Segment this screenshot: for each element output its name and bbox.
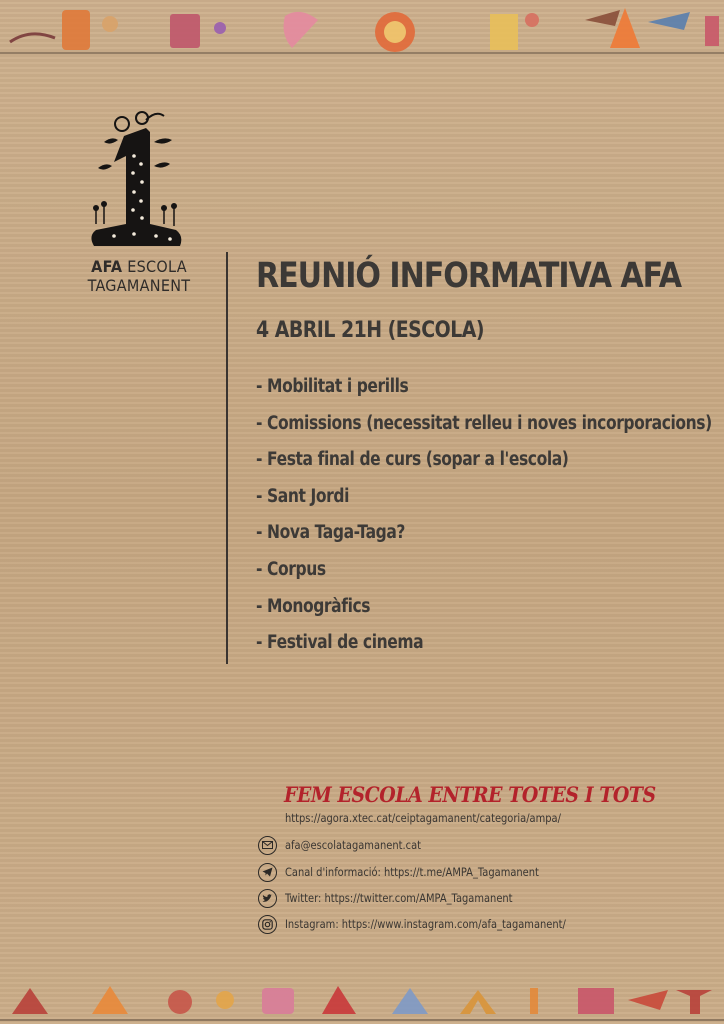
email-icon bbox=[258, 836, 277, 855]
agenda-item: - Corpus bbox=[256, 558, 326, 580]
contact-telegram-text: Canal d'informació: https://t.me/AMPA_Tagamanent bbox=[285, 865, 539, 879]
bottom-illustration-band bbox=[0, 980, 724, 1024]
meeting-date: 4 ABRIL 21H (ESCOLA) bbox=[256, 318, 485, 343]
contact-instagram[interactable] bbox=[258, 913, 612, 935]
contact-email[interactable] bbox=[258, 834, 443, 856]
contact-twitter-text: Twitter: https://twitter.com/AMPA_Tagamanent bbox=[285, 891, 513, 905]
agenda-item: - Festa final de curs (sopar a l'escola) bbox=[256, 449, 569, 471]
top-illustration-band bbox=[0, 0, 724, 56]
agenda-item: - Festival de cinema bbox=[256, 632, 424, 654]
instagram-icon bbox=[258, 915, 277, 934]
logo-escola: ESCOLA bbox=[122, 257, 187, 276]
logo-tagamanent: TAGAMANENT bbox=[87, 276, 191, 295]
vertical-divider bbox=[226, 252, 228, 664]
contact-twitter[interactable] bbox=[258, 887, 550, 909]
slogan: FEM ESCOLA ENTRE TOTES I TOTS bbox=[284, 782, 656, 807]
agenda-list bbox=[256, 374, 724, 667]
afa-logo bbox=[84, 106, 192, 256]
page-title: REUNIÓ INFORMATIVA AFA bbox=[256, 256, 682, 296]
telegram-icon bbox=[258, 863, 277, 882]
agenda-item: - Sant Jordi bbox=[256, 485, 349, 507]
logo-text bbox=[84, 257, 194, 295]
agenda-item: - Comissions (necessitat relleu i noves incorporacions) bbox=[256, 412, 712, 434]
agenda-item: - Monogràfics bbox=[256, 595, 371, 617]
contact-instagram-text: Instagram: https://www.instagram.com/afa_tagamanent/ bbox=[285, 917, 566, 931]
contact-email-text: afa@escolatagamanent.cat bbox=[285, 838, 422, 852]
twitter-icon bbox=[258, 889, 277, 908]
contact-telegram[interactable] bbox=[258, 861, 580, 883]
agenda-item: - Nova Taga-Taga? bbox=[256, 522, 406, 544]
logo-afa: AFA bbox=[91, 257, 123, 276]
agenda-item: - Mobilitat i perills bbox=[256, 376, 409, 397]
website-link[interactable]: https://agora.xtec.cat/ceiptagamanent/categoria/ampa/ bbox=[285, 811, 561, 825]
